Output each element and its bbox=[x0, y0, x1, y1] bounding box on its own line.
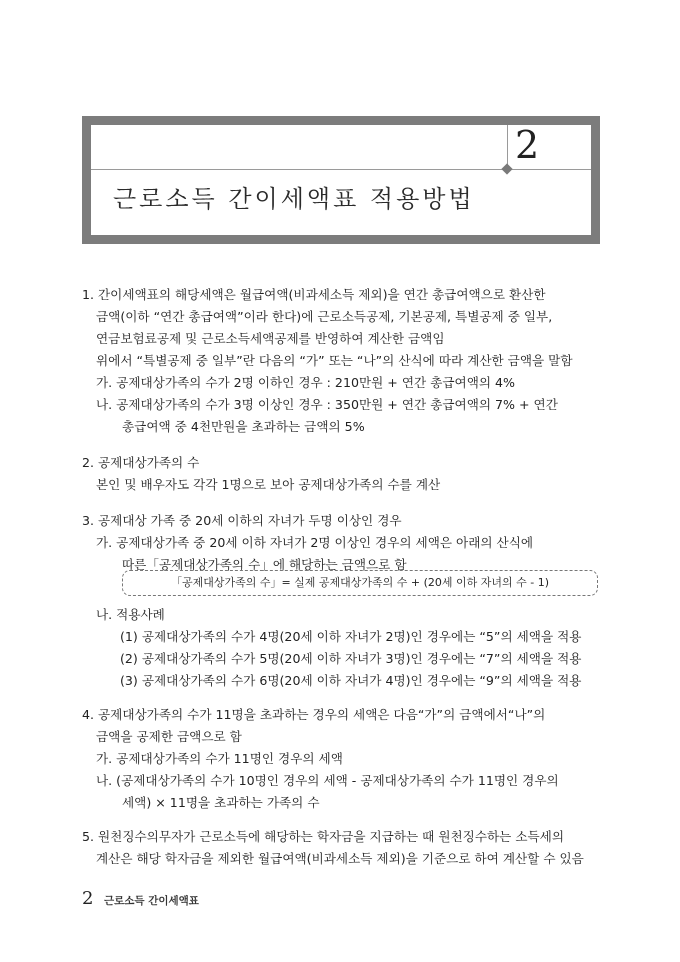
formula-box: 「공제대상가족의 수」= 실제 공제대상가족의 수 + (20세 이하 자녀의 수 - 1) bbox=[122, 570, 598, 596]
item-3-case-1: (1) 공제대상가족의 수가 4명(20세 이하 자녀가 2명)인 경우에는 “5”의 세액을 적용 bbox=[120, 629, 582, 644]
item-5-line-1: 5. 원천징수의무자가 근로소득에 해당하는 학자금을 지급하는 때 원천징수하는 소득세의 bbox=[82, 829, 565, 844]
item-3-ga-line-2: 따른「공제대상가족의 수」에 해당하는 금액으로 함 bbox=[122, 557, 407, 572]
chapter-header-inner bbox=[91, 125, 591, 235]
chapter-header-box bbox=[82, 116, 600, 244]
header-divider-line bbox=[91, 169, 591, 170]
item-3-na: 나. 적용사례 bbox=[96, 607, 165, 622]
item-1-line-4: 위에서 “특별공제 중 일부”란 다음의 “가” 또는 “나”의 산식에 따라 계산한 금액을 말함 bbox=[96, 353, 573, 368]
item-4-line-2: 금액을 공제한 금액으로 함 bbox=[96, 729, 242, 744]
item-1-na-line-2: 총급여액 중 4천만원을 초과하는 금액의 5% bbox=[122, 419, 365, 434]
item-3-case-3: (3) 공제대상가족의 수가 6명(20세 이하 자녀가 4명)인 경우에는 “9”의 세액을 적용 bbox=[120, 673, 582, 688]
item-1-na-line-1: 나. 공제대상가족의 수가 3명 이상인 경우 : 350만원 + 연간 총급여액의 7% + 연간 bbox=[96, 397, 558, 412]
item-1-line-2: 금액(이하 “연간 총급여액”이라 한다)에 근로소득공제, 기본공제, 특별공제 중 일부, bbox=[96, 309, 553, 324]
item-2-line-1: 2. 공제대상가족의 수 bbox=[82, 455, 200, 470]
running-title: 근로소득 간이세액표 bbox=[104, 895, 199, 907]
item-3-ga-line-1: 가. 공제대상가족 중 20세 이하 자녀가 2명 이상인 경우의 세액은 아래의 산식에 bbox=[96, 535, 534, 550]
chapter-title: 근로소득 간이세액표 적용방법 bbox=[113, 185, 475, 213]
item-3-case-2: (2) 공제대상가족의 수가 5명(20세 이하 자녀가 3명)인 경우에는 “7”의 세액을 적용 bbox=[120, 651, 582, 666]
page-number: 2 bbox=[82, 888, 94, 909]
item-4-na-line-1: 나. (공제대상가족의 수가 10명인 경우의 세액 - 공제대상가족의 수가 11명인 경우의 bbox=[96, 773, 559, 788]
header-vertical-line bbox=[507, 125, 508, 169]
item-4-line-1: 4. 공제대상가족의 수가 11명을 초과하는 경우의 세액은 다음“가”의 금액에서“나”의 bbox=[82, 707, 546, 722]
item-2-line-2: 본인 및 배우자도 각각 1명으로 보아 공제대상가족의 수를 계산 bbox=[96, 477, 441, 492]
chapter-number: 2 bbox=[515, 123, 540, 167]
item-1-line-1: 1. 간이세액표의 해당세액은 월급여액(비과세소득 제외)을 연간 총급여액으로 환산한 bbox=[82, 287, 546, 302]
diamond-ornament-icon bbox=[501, 163, 512, 174]
item-3-line-1: 3. 공제대상 가족 중 20세 이하의 자녀가 두명 이상인 경우 bbox=[82, 513, 402, 528]
item-5-line-2: 계산은 해당 학자금을 제외한 월급여액(비과세소득 제외)을 기준으로 하여 계산할 수 있음 bbox=[96, 851, 584, 866]
item-1-line-3: 연금보험료공제 및 근로소득세액공제를 반영하여 계산한 금액임 bbox=[96, 331, 445, 346]
item-4-ga: 가. 공제대상가족의 수가 11명인 경우의 세액 bbox=[96, 751, 343, 766]
item-1-ga: 가. 공제대상가족의 수가 2명 이하인 경우 : 210만원 + 연간 총급여액의 4% bbox=[96, 375, 516, 390]
item-4-na-line-2: 세액) × 11명을 초과하는 가족의 수 bbox=[122, 795, 320, 810]
